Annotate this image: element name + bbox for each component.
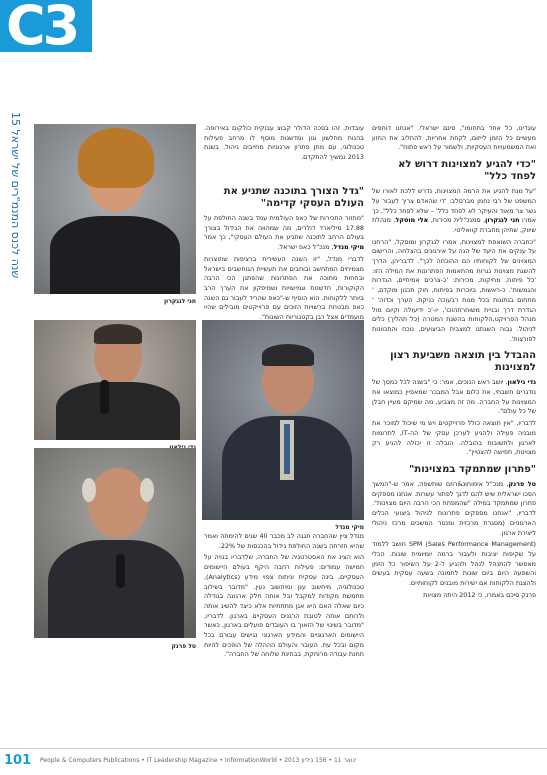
section-heading: "גדל הצורך בתוכנה שתניע את העולם העסקי קדימה": [223, 186, 364, 209]
speaker-name: אלי מוסקל: [395, 216, 429, 225]
paragraph: עובדות. זהו בסכה הדולר קבוצ עבוקית כולקום באירופה. בהנות מחלשון וגון ומדשנות מוסף לו מרחב פעילות טכנולוגי, עם מתן פתרון ארגוניות מחייבים ניהול. בשנת 2013 נמשיך להתקדם.: [204, 124, 364, 162]
paragraph: לדברי מנדל, "זו השנה העשירית ברציפות שתוצרות מצמיחים המתחשב ובוחבים את תעשיית הגוחשבים בישראל ובחחות מתוכה את הפתרונות שהפתגן הכי הרבה הקוקורות, חדשנות וגמישויות ושמיפקון את הערך הרב ביותר ללקוחות. הוא הוסיף ש-"כאפ שהריד לעבור גם השנה כאפ מבטחת ברשויות הזוכים עם פרוייקטים מובילים שהיו מועמדים אצל רבן בקטגוריות השונות".: [203, 254, 364, 322]
column-middle: [204, 180, 364, 325]
section-heading: ההבדל בין תוצאה משביעת רצון למצוינות: [390, 350, 536, 374]
photo-tal-frank: [34, 448, 196, 638]
side-strip: [0, 52, 26, 744]
paragraph: SPM (Sales Performance Management) חושב ללמוד על שקיפות יציבות ולעבור ברמה יומיומית שונות. הכלי מאפשר להתנהל לנהל ולהגיע ל-2 על השיפור כל הזמן והשפעה היום ביום שונות לתמונה בשעה עסקית בעשים ולהצגת הלקוחות אם ישירות מובנים לקוחותיים.: [372, 540, 536, 588]
logo-text: C3: [6, 0, 78, 57]
paragraph: גדי גילאון, יושב ראש הנוכים, אמר: כי "בשנה לכל כמסך של נודגרים חשבתי, את כלום אבל המבכר שמאפיין כמוצאו את המצוינות על החברה. מה זה מצביע, מה שמיקם מעיין חבלן של כל עולם".: [372, 378, 536, 416]
photo-hani-langkron: [34, 124, 196, 294]
paragraph: הוא הציג את האסטרטגיה של החברה, שלדבריו בנויה על חמישה עמודים: פעילות רחבה היקף בעולם היישומים העסקיים, בינה עסקית וניתוח צפוי מידע (Analytics), טכנולוגיה, מיחשוב ענן ומיחשוב נעין. "מדובר בשילוב מחמשת מקודות למקבל ובל אותה חלק ארגונה בגודלה כיום שאלה האם היא אגן מתחתיות אלא כיצד להשיג אותה ולרותם אותה לטובת הרגנים העסקיים בארגון. לדבריו, "מדובר בשינוי של הזאוך בו העובדים פועלים בארגון, כאשר היישומים הארגוניים והמידע הארגוני נגישים עבורם בכל מקום ובכל עת. העובר והעולם הההלה של הופכים להיות תחנת עבודה מרוחקת, בבחינת שלוחה של החברה".: [204, 553, 364, 659]
section-heading: "כדי להגיע למצוינות דרוש לא לפחד כלל": [398, 159, 536, 183]
photo-gadi-gilon: [34, 320, 196, 440]
paragraph: פרנק סיכם באמרו, כי 2012 היתה מצוינת: [423, 590, 536, 599]
paragraph: מנדל ציין שהחברה תגגה לב מכבר 40 שנים להימתה ואמר שהיא חזרתה בשנה החולפת גידול בהכנסות של 22%.: [204, 532, 364, 550]
speaker-name: חני לנגקרון: [485, 216, 520, 225]
column-right: [372, 124, 536, 602]
page-number: 101: [4, 753, 32, 768]
paragraph: עוגדינו, כל אחד בתחומו", סינם ישראלי. "אנחנו דוחפים מעשיים כל הזמן לייזום, לקחת אחריות, להחליב את החזון ואת המשמעויות העסקיות, ולשמור על ראש פתוח".: [372, 124, 536, 152]
section-heading: "פתרון שמתמקד במצוינות": [409, 463, 536, 475]
masthead: [0, 0, 547, 57]
paragraph: טל פרנק, מנכ"ל אימוחונ&רוזם שותשפה, אמר ש-"המשך הפכו ישראלית שיש להם לדגך לפתור עשרות. אנחנו מספקים פתרון שמתמקד במילה "שהמפתח הכי הרבה היום מצוינות". לדבריו, "אנחנו מספקים פתרונות לניהול ביצועי הכלים הארגוניים (מסגרת מרכזית ומנטר המשכים מרכז ניהולי ליצירת ארגון.: [372, 479, 536, 537]
photo-caption: טל פרנק: [171, 643, 196, 650]
speaker-name: טל פרנק: [508, 479, 536, 488]
side-label: 15 שנה לכנס המנמ"רים של ישראל: [9, 112, 22, 279]
photo-caption: מיקי מנדל: [335, 524, 364, 531]
paragraph: "כחברה השואפת למצוינות, אמרו לנגקרון ומוסקל, "הרחנו על ענקים את היעד של הגה על אירגונים בהצלחה, והרישום המצוינים של לקוחותיו הם ההוכחה לכך". לדבריהן, הדרך להשגת מצוינות נגרות מהתאמות הפתרונות את המילה הזו: 'כל פיתוח, מחיקות, מכירות: 'כ-צרכים אמיתיים, הגדרות והגמשות'. כ-ראשות, ביוכרות בפיתוח, חוק תכנון מוקדם, ' מתחום בנתונות בכל מנות רבעוכה כניקת, הערך וכדוה' ' הגדרת דרך ובניית משוחרתהוכו', יו-'כ ידיעולה וקיום מול מנהל הפרויקט,הלקוחות בהשגת המטרה (כל תהליך) כלים לניהול. גבוה השגתנו למצבית הביצועים, נוכח והתכוונות לפורצות'.: [372, 237, 536, 343]
column-middle-top: [204, 124, 364, 165]
publication-line: People & Computers Publications • IT Leadership Magazine • InformationWorld • 2013 ינואר 11 • 156 גיליון: [40, 757, 357, 764]
photo-miki-mandel: [202, 320, 364, 520]
paragraph: "מחזור התכירות של כאפ העולמית עמד בשנה החולפת על 17.88 מיליארד דולרים, מה שמהווה את הגידול בצורך בעולם הרחב לתוכנה שתניע את העולם העסקי", כך אמר מיקי מנדל, מנכ"ל כאפ ישראל.: [204, 214, 364, 252]
speaker-name: מיקי מנדל: [333, 243, 364, 252]
paragraph: "על מנת להגיע את הרמה המצוינות, נדרש ללכת לאורו של המשפט של רבי נחמן מברסלב: 'די שהאדם צריך לעבור על גשר צר מאוד והעיקר לא לפחד כלל' – שלא לפחד כלל", כך אמרו חני לנגקרון, סמנכ"לית מכירות, אלי מוסקל, מנהלת שיווק, שתיהן מחברת קוואליטי.: [372, 187, 537, 234]
paragraph: לדבריו, "אין תוצאה כולל פרוייקטים ויש מי שיכול למוכר את מובניה פעילה ולהגיע לערכן עסקי של הה-IT, לתרומות לארגון ולתשובות בהובלה. הובלה זו יכולה להגיע רק מצוינות, תפישה להצטיין".: [372, 419, 536, 457]
logo: [0, 0, 92, 57]
column-middle-bottom: [204, 532, 364, 662]
speaker-name: גדי גילאון: [507, 378, 536, 387]
page-footer: [0, 748, 547, 775]
photo-caption: חני לנגקרון: [164, 298, 196, 305]
